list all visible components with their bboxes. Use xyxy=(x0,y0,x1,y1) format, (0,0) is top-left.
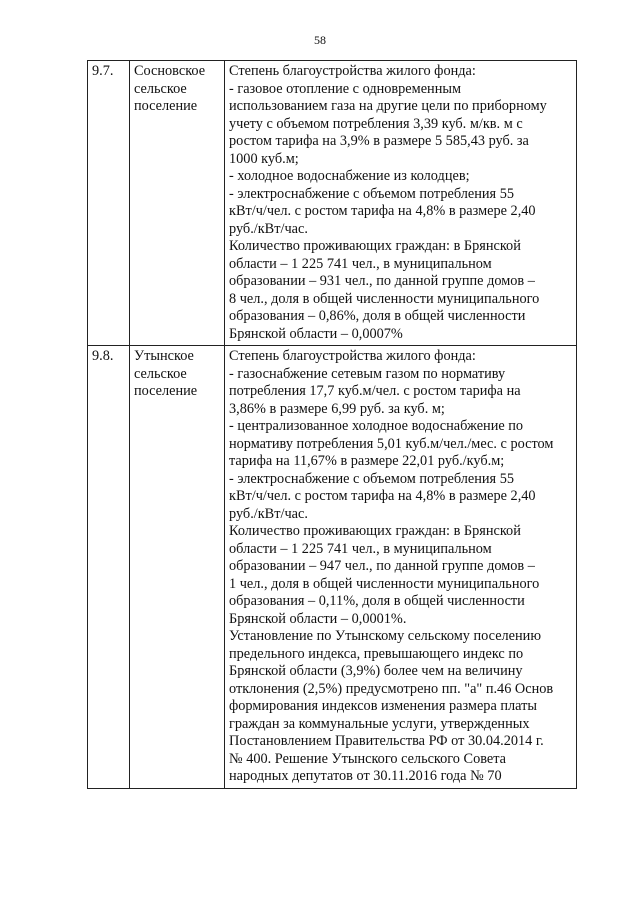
description-line: Постановлением Правительства РФ от 30.04.2014 г. xyxy=(229,733,544,749)
description-line: - электроснабжение с объемом потребления 55 xyxy=(229,185,514,202)
description-line: образования – 0,11%, доля в общей численности xyxy=(229,593,525,609)
settlement-name-cell xyxy=(130,346,225,789)
description-line: Степень благоустройства жилого фонда: xyxy=(229,348,476,364)
description-line: № 400. Решение Утынского сельского Совета xyxy=(229,750,506,767)
description-line: учету с объемом потребления 3,39 куб. м/кв. м с xyxy=(229,115,523,132)
settlement-name-line: поселение xyxy=(134,383,198,399)
row-number-cell: 9.8. xyxy=(88,346,130,789)
description-line: кВт/ч/чел. с ростом тарифа на 4,8% в размере 2,40 xyxy=(229,488,536,504)
description-line: области – 1 225 741 чел., в муниципальном xyxy=(229,540,492,557)
description-line: образования – 0,86%, доля в общей численности xyxy=(229,308,526,324)
settlement-name-line: сельское xyxy=(134,80,187,97)
description-line: кВт/ч/чел. с ростом тарифа на 4,8% в размере 2,40 xyxy=(229,203,536,219)
description-line: Брянской области – 0,0007% xyxy=(229,325,403,342)
description-cell xyxy=(225,61,577,346)
settlement-name-line: Утынское xyxy=(134,348,194,364)
description-line: - газовое отопление с одновременным xyxy=(229,80,461,97)
description-line: образовании – 931 чел., по данной группе домов – xyxy=(229,273,535,289)
description-line: нормативу потребления 5,01 куб.м/чел./мес. с ростом xyxy=(229,435,554,452)
description-line: 1000 куб.м; xyxy=(229,150,299,167)
description-line: использованием газа на другие цели по приборному xyxy=(229,98,547,114)
description-line: Брянской области (3,9%) более чем на величину xyxy=(229,663,523,679)
description-line: тарифа на 11,67% в размере 22,01 руб./куб.м; xyxy=(229,453,505,469)
description-line: 1 чел., доля в общей численности муниципального xyxy=(229,575,540,592)
description-line: граждан за коммунальные услуги, утвержденных xyxy=(229,715,530,732)
description-line: Количество проживающих граждан: в Брянской xyxy=(229,238,521,254)
table-row xyxy=(88,346,577,789)
description-line: отклонения (2,5%) предусмотрено пп. "а" п.46 Основ xyxy=(229,680,554,697)
description-line: - газоснабжение сетевым газом по нормативу xyxy=(229,365,506,382)
description-line: ростом тарифа на 3,9% в размере 5 585,43 руб. за xyxy=(229,133,529,149)
settlement-name-line: Сосновское xyxy=(134,63,206,79)
page-number: 58 xyxy=(314,33,326,47)
description-line: Количество проживающих граждан: в Брянской xyxy=(229,523,521,539)
description-line: руб./кВт/час. xyxy=(229,505,308,522)
tariff-table xyxy=(87,60,577,789)
description-line: Установление по Утынскому сельскому поселению xyxy=(229,628,542,644)
description-line: руб./кВт/час. xyxy=(229,220,308,237)
description-line: - централизованное холодное водоснабжение по xyxy=(229,418,524,434)
description-line: 3,86% в размере 6,99 руб. за куб. м; xyxy=(229,400,445,417)
description-line: - электроснабжение с объемом потребления 55 xyxy=(229,470,514,487)
description-line: предельного индекса, превышающего индекс по xyxy=(229,645,524,662)
description-line: 8 чел., доля в общей численности муниципального xyxy=(229,290,540,307)
description-line: потребления 17,7 куб.м/чел. с ростом тарифа на xyxy=(229,383,521,399)
row-number-cell: 9.7. xyxy=(88,61,130,346)
description-line: формирования индексов изменения размера платы xyxy=(229,698,537,714)
table-row xyxy=(88,61,577,346)
description-line: - холодное водоснабжение из колодцев; xyxy=(229,168,470,184)
description-line: образовании – 947 чел., по данной группе домов – xyxy=(229,558,535,574)
settlement-name-line: поселение xyxy=(134,98,198,114)
settlement-name-line: сельское xyxy=(134,365,187,382)
description-cell xyxy=(225,346,577,789)
description-line: Брянской области – 0,0001%. xyxy=(229,610,407,627)
settlement-name-cell xyxy=(130,61,225,346)
description-line: Степень благоустройства жилого фонда: xyxy=(229,63,476,79)
description-line: народных депутатов от 30.11.2016 года № 70 xyxy=(229,768,502,784)
description-line: области – 1 225 741 чел., в муниципальном xyxy=(229,255,492,272)
